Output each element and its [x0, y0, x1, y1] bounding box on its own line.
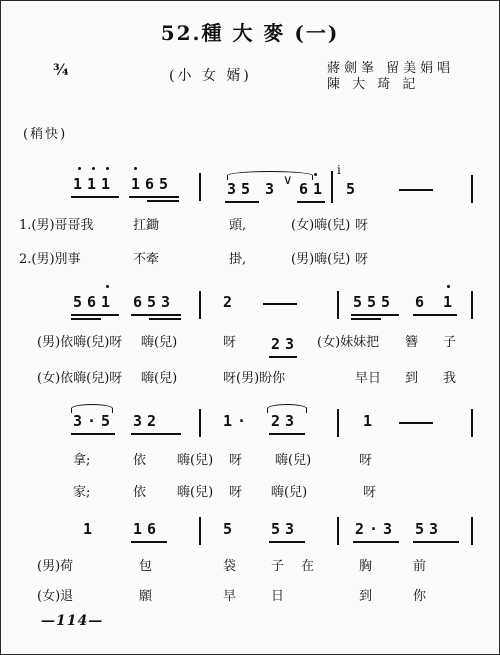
note-group: 23	[271, 412, 300, 430]
lyric: 呀	[223, 335, 237, 350]
lyric: 嗨(兒)	[271, 485, 308, 500]
end-barline	[471, 517, 473, 545]
beam	[353, 541, 399, 543]
beam	[269, 356, 297, 358]
beam	[351, 314, 399, 316]
lyric: 拿;	[73, 453, 91, 468]
note-group: 165	[131, 175, 174, 193]
barline	[337, 517, 339, 545]
sustain-dash	[399, 422, 433, 424]
subtitle: (小 女 婿)	[169, 68, 252, 84]
lyric: 嗨(兒)	[177, 453, 214, 468]
high-octave-dot	[106, 285, 109, 288]
lyric: 日	[271, 589, 285, 604]
lyric: 包	[139, 559, 153, 574]
beam	[71, 318, 101, 320]
beam	[71, 433, 115, 435]
lyric: 依	[133, 453, 147, 468]
barline	[199, 409, 201, 437]
lyric: 你	[413, 589, 427, 604]
lyric: 簪	[405, 335, 419, 350]
note-group: 53	[271, 520, 300, 538]
barline	[199, 517, 201, 545]
sustain-dash	[399, 189, 433, 191]
note-group: 111	[73, 175, 116, 193]
piece-title: 52.種 大 麥 (一)	[160, 21, 340, 45]
lyric: 嗨(兒)	[141, 335, 178, 350]
end-barline	[471, 291, 473, 319]
barline	[199, 173, 201, 201]
beam	[269, 541, 305, 543]
breath-mark: ∨	[283, 173, 293, 188]
lyric: 呀	[363, 485, 377, 500]
lyric: 扛鋤	[133, 218, 160, 233]
lyric: 家;	[73, 485, 91, 500]
lyric: 呀(男)盼你	[223, 371, 286, 386]
beam	[131, 541, 167, 543]
note-group: 61	[299, 180, 328, 198]
tempo-marking: (稍快)	[23, 127, 68, 142]
page-number: —114—	[41, 613, 104, 629]
note: 5	[223, 520, 238, 538]
lyric: 呀	[355, 252, 369, 267]
lyric: 到	[405, 371, 419, 386]
lyric: 到	[359, 589, 373, 604]
note-group: 3·5	[73, 412, 116, 430]
note-group: 555	[353, 293, 396, 311]
beam	[131, 314, 181, 316]
lyric: 依	[133, 485, 147, 500]
high-octave-dot	[134, 167, 137, 170]
high-octave-dot	[92, 167, 95, 170]
note-group: 561	[73, 293, 116, 311]
high-octave-dot	[314, 173, 317, 176]
grace-note: i	[337, 163, 341, 177]
lyric: 嗨(兒)	[141, 371, 178, 386]
barline	[331, 171, 333, 203]
lyric: 子	[271, 559, 285, 574]
note-group: 53	[415, 520, 444, 538]
lyric: (女)退	[37, 589, 74, 604]
lyric: 袋	[223, 559, 237, 574]
lyric: 不牽	[133, 252, 160, 267]
note-dotted: 1·	[223, 412, 252, 430]
lyric: (男)依嗨(兒)呀	[37, 335, 123, 350]
lyric: 呀	[355, 218, 369, 233]
lyric: 願	[139, 589, 153, 604]
time-signature: ¾	[53, 61, 69, 79]
beam	[225, 201, 259, 203]
lyric: 嗨(兒)	[177, 485, 214, 500]
lyric: 我	[443, 371, 457, 386]
note-group: 35	[227, 180, 256, 198]
beam	[297, 201, 325, 203]
lyric: (女)妹妹把	[317, 335, 380, 350]
lyric: 2.(男)別事	[19, 252, 81, 267]
note-group: 16	[133, 520, 162, 538]
note-group: 653	[133, 293, 176, 311]
barline	[337, 291, 339, 319]
beam	[147, 200, 179, 202]
lyric: (男)荷	[37, 559, 74, 574]
lyric: 1.(男)哥哥我	[19, 218, 94, 233]
lyric: (女)嗨(兒)	[291, 218, 351, 233]
beam	[149, 318, 181, 320]
credit-transcriber: 陳 大 琦 記	[327, 77, 420, 92]
high-octave-dot	[106, 167, 109, 170]
sustain-dash	[263, 303, 297, 305]
beam	[269, 433, 305, 435]
high-octave-dot	[447, 285, 450, 288]
lyric: (男)嗨(兒)	[291, 252, 351, 267]
high-octave-dot	[78, 167, 81, 170]
slur	[227, 171, 313, 180]
lyric: 呀	[359, 453, 373, 468]
beam	[71, 314, 119, 316]
barline	[337, 409, 339, 437]
note-group: 32	[133, 412, 162, 430]
beam	[71, 196, 119, 198]
beam	[413, 314, 457, 316]
lyric: 頭,	[229, 218, 247, 233]
note: 1	[363, 412, 378, 430]
note: 2	[223, 293, 238, 311]
note: 3	[265, 180, 280, 198]
note: 1	[83, 520, 98, 538]
lyric: 子	[443, 335, 457, 350]
note: 6	[415, 293, 430, 311]
beam	[351, 318, 381, 320]
lyric: 呀	[229, 453, 243, 468]
end-barline	[471, 175, 473, 203]
lyric: 前	[413, 559, 427, 574]
end-barline	[471, 409, 473, 437]
barline	[199, 291, 201, 319]
lyric: 掛,	[229, 252, 247, 267]
note: 1	[443, 293, 458, 311]
lyric: 胸	[359, 559, 373, 574]
note: 5	[346, 180, 361, 198]
lyric: (女)依嗨(兒)呀	[37, 371, 123, 386]
lyric: 嗨(兒)	[275, 453, 312, 468]
credit-singers: 蔣劍峯 留美娟唱	[327, 61, 455, 76]
beam	[131, 433, 181, 435]
lyric: 早日	[355, 371, 382, 386]
lyric: 早	[223, 589, 237, 604]
lyric: 呀	[229, 485, 243, 500]
note-group: 23	[271, 335, 300, 353]
beam	[413, 541, 459, 543]
note-group: 2·3	[355, 520, 398, 538]
lyric: 在	[301, 559, 315, 574]
beam	[129, 196, 179, 198]
